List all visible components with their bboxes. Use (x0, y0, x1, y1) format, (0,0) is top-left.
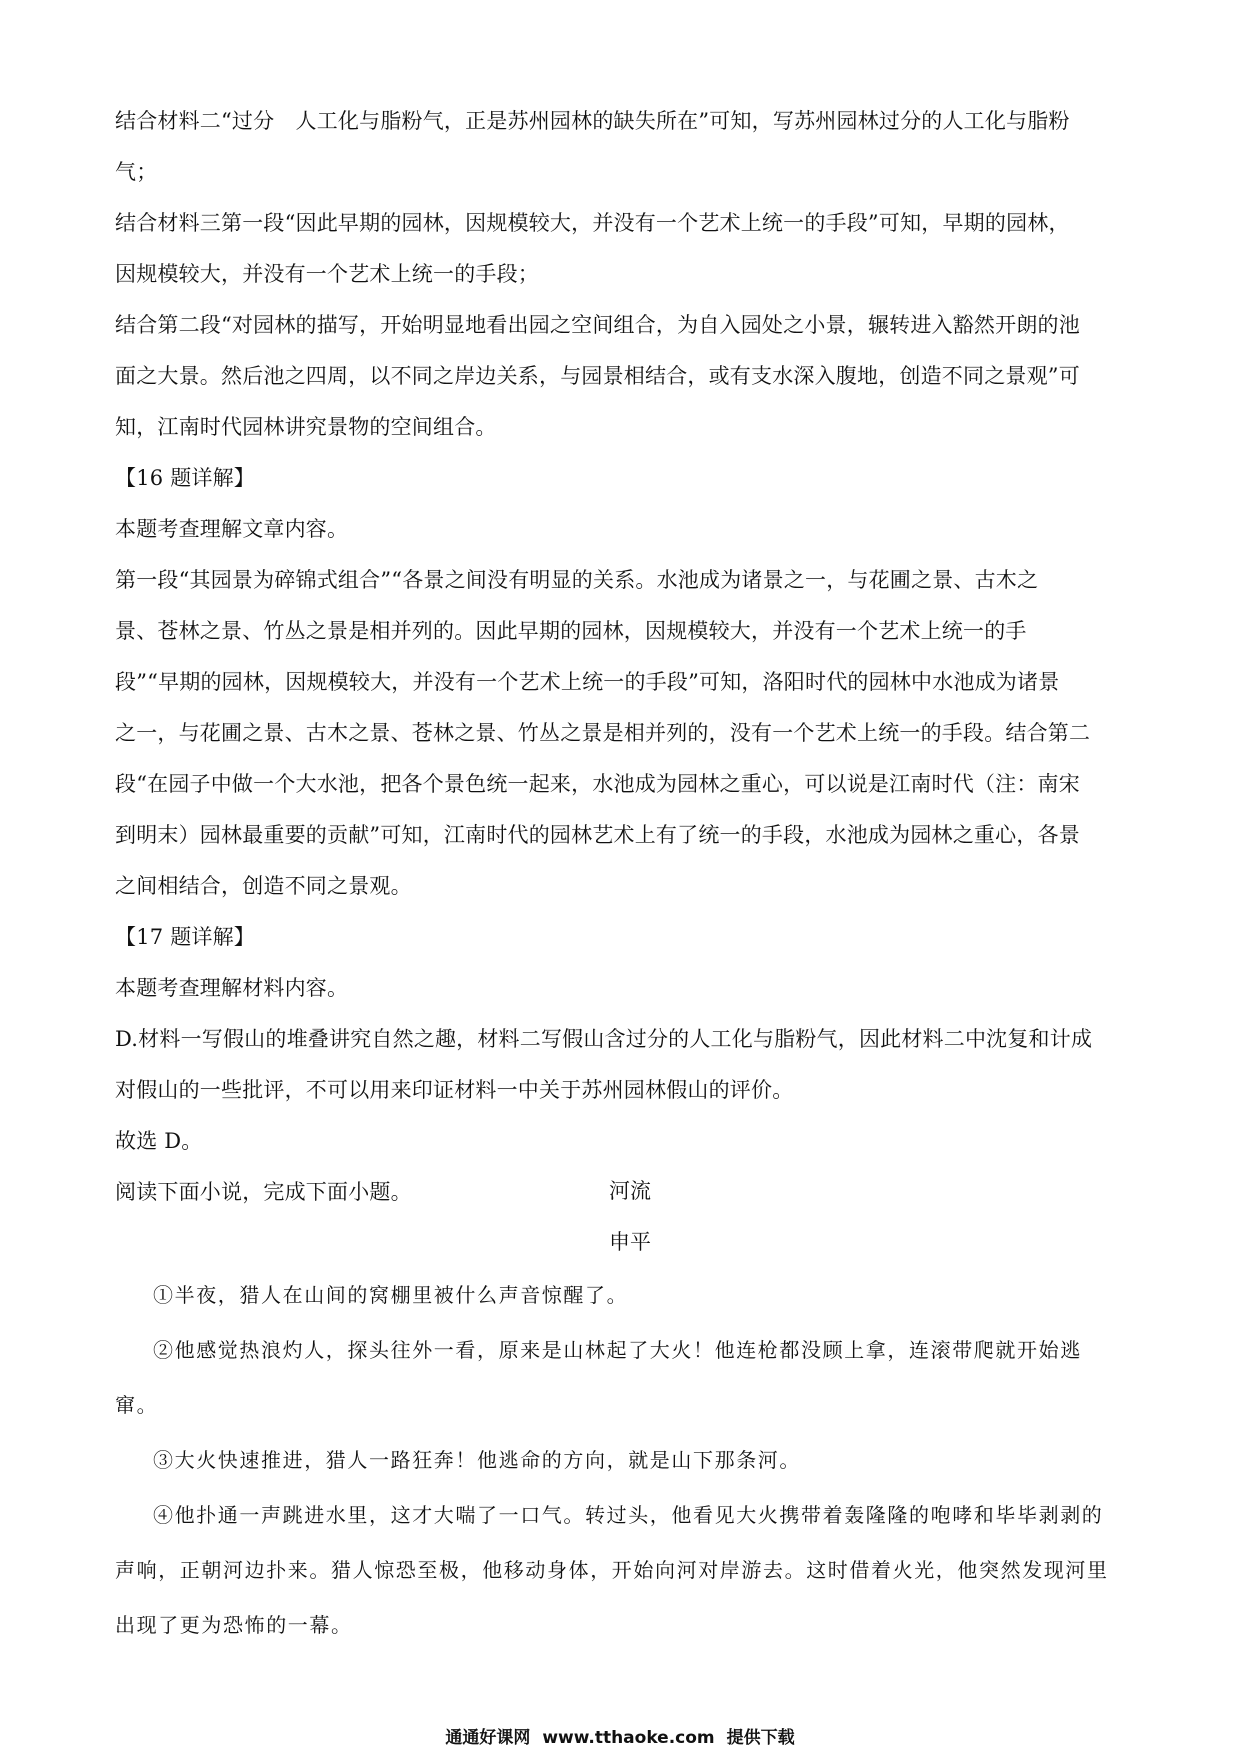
footer-suffix: 提供下载 (726, 1728, 795, 1748)
story-paragraph-4-cont: 出现了更为恐怖的一幕。 (115, 1613, 353, 1637)
analysis-line: 结合第二段“对园林的描写，开始明显地看出园之空间组合，为自入园处之小景，辗转进入豁然开朗的池 (115, 313, 1080, 337)
analysis-line: 结合材料二“过分 人工化与脂粉气，正是苏州园林的缺失所在”可知，写苏州园林过分的人工化与脂粉 (115, 109, 1070, 133)
analysis-line: 本题考查理解材料内容。 (115, 976, 349, 1000)
question-17-heading: 【17 题详解】 (115, 925, 255, 949)
analysis-line: 景、苍林之景、竹丛之景是相并列的。因此早期的园林，因规模较大，并没有一个艺术上统一的手 (115, 619, 1027, 643)
analysis-line: 之一，与花圃之景、古木之景、苍林之景、竹丛之景是相并列的，没有一个艺术上统一的手段。结合第二 (115, 721, 1091, 745)
analysis-line: 气； (115, 160, 158, 184)
footer-site-name: 通通好课网 (445, 1728, 531, 1748)
analysis-line: 第一段“其园景为碎锦式组合”“各景之间没有明显的关系。水池成为诸景之一，与花圃之景、古木之 (115, 568, 1039, 592)
story-paragraph-1: ①半夜，猎人在山间的窝棚里被什么声音惊醒了。 (153, 1283, 629, 1307)
analysis-line: 本题考查理解文章内容。 (115, 517, 349, 541)
footer-url: www.tthaoke.com (542, 1728, 715, 1748)
analysis-line: 因规模较大，并没有一个艺术上统一的手段； (115, 262, 539, 286)
analysis-line: 段“在园子中做一个大水池，把各个景色统一起来，水池成为园林之重心，可以说是江南时代（注：南宋 (115, 772, 1080, 796)
story-paragraph-4: ④他扑通一声跳进水里，这才大喘了一口气。转过头，他看见大火携带着轰隆隆的咆哮和毕毕剥剥的 (153, 1503, 1104, 1527)
analysis-line: 知，江南时代园林讲究景物的空间组合。 (115, 415, 497, 439)
analysis-line: 面之大景。然后池之四周，以不同之岸边关系，与园景相结合，或有支水深入腹地，创造不同之景观”可 (115, 364, 1080, 388)
story-paragraph-3: ③大火快速推进，猎人一路狂奔！他逃命的方向，就是山下那条河。 (153, 1448, 801, 1472)
story-paragraph-2-cont: 窜。 (115, 1393, 159, 1417)
story-author: 申平 (609, 1230, 651, 1254)
analysis-line: 对假山的一些批评，不可以用来印证材料一中关于苏州园林假山的评价。 (115, 1078, 794, 1102)
story-paragraph-2: ②他感觉热浪灼人，探头往外一看，原来是山林起了大火！他连枪都没顾上拿，连滚带爬就开始逃 (153, 1338, 1082, 1362)
analysis-line: 结合材料三第一段“因此早期的园林，因规模较大，并没有一个艺术上统一的手段”可知，早期的园林， (115, 211, 1070, 235)
analysis-line: D.材料一写假山的堆叠讲究自然之趣，材料二写假山含过分的人工化与脂粉气，因此材料二中沈复和计成 (115, 1027, 1093, 1051)
story-title: 河流 (609, 1179, 651, 1203)
reading-instruction: 阅读下面小说，完成下面小题。 (115, 1180, 412, 1204)
story-paragraph-4-cont: 声响，正朝河边扑来。猎人惊恐至极，他移动身体，开始向河对岸游去。这时借着火光，他突然发现河里 (115, 1558, 1109, 1582)
page-footer (0, 1727, 1240, 1749)
answer-line: 故选 D。 (115, 1129, 203, 1153)
analysis-section (115, 96, 1125, 1218)
story-section (115, 1166, 1125, 1653)
analysis-line: 到明末）园林最重要的贡献”可知，江南时代的园林艺术上有了统一的手段，水池成为园林之重心，各景 (115, 823, 1080, 847)
analysis-line: 段”“早期的园林，因规模较大，并没有一个艺术上统一的手段”可知，洛阳时代的园林中水池成为诸景 (115, 670, 1060, 694)
analysis-line: 之间相结合，创造不同之景观。 (115, 874, 412, 898)
question-16-heading: 【16 题详解】 (115, 466, 255, 490)
